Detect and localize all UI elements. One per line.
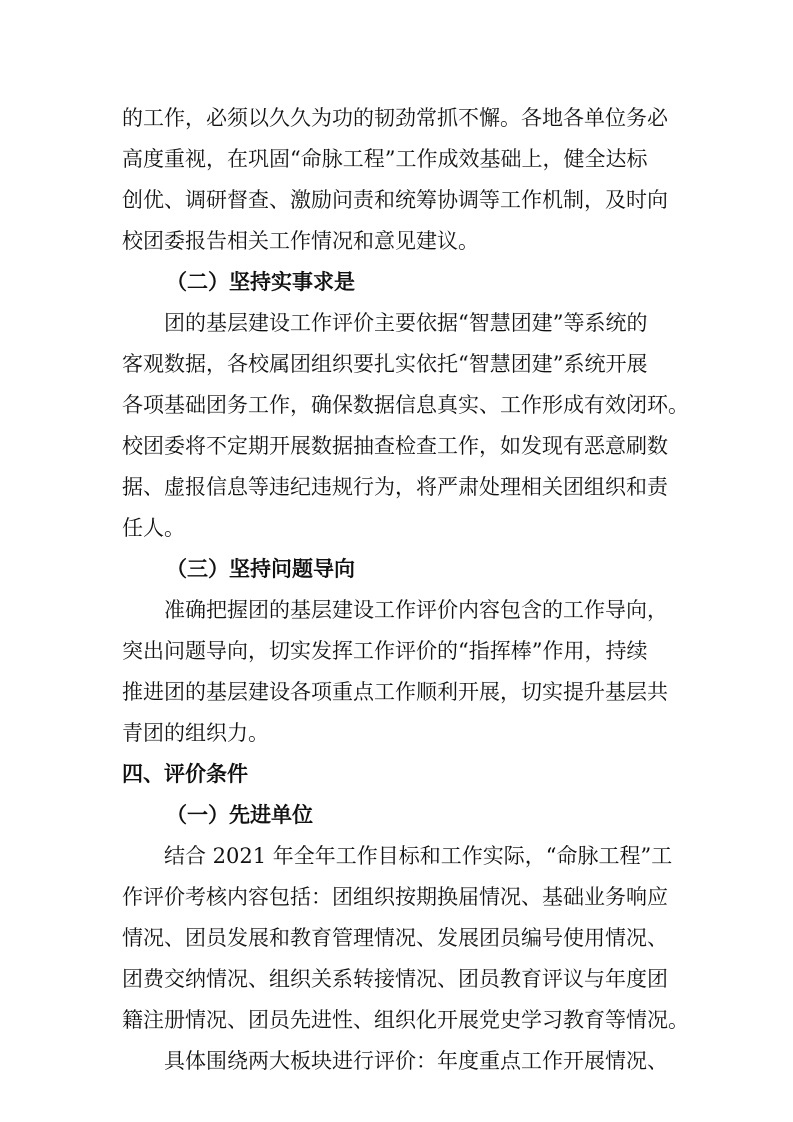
text-line: 籍注册情况、团员先进性、组织化开展党史学习教育等情况。 bbox=[122, 1008, 689, 1032]
text-line: 创优、调研督查、激励问责和统筹协调等工作机制，及时向 bbox=[122, 188, 668, 212]
section-heading: 四、评价条件 bbox=[122, 762, 248, 786]
text-line: 团的基层建设工作评价主要依据“智慧团建”等系统的 bbox=[164, 311, 648, 335]
text-line: 校团委报告相关工作情况和意见建议。 bbox=[122, 229, 479, 253]
text-line: 高度重视，在巩固“命脉工程”工作成效基础上，健全达标 bbox=[122, 147, 648, 171]
text-line: 具体围绕两大板块进行评价：年度重点工作开展情况、 bbox=[164, 1049, 668, 1073]
text-line: 突出问题导向，切实发挥工作评价的“指挥棒”作用，持续 bbox=[122, 639, 648, 663]
text-line: 青团的组织力。 bbox=[122, 721, 269, 745]
text-line: 客观数据，各校属团组织要扎实依托“智慧团建”系统开展 bbox=[122, 352, 648, 376]
text-line: 作评价考核内容包括：团组织按期换届情况、基础业务响应 bbox=[122, 885, 668, 909]
text-line: 的工作，必须以久久为功的韧劲常抓不懈。各地各单位务必 bbox=[122, 106, 668, 130]
text-line: 任人。 bbox=[122, 516, 185, 540]
subheading: （三）坚持问题导向 bbox=[166, 557, 355, 581]
text-line: 情况、团员发展和教育管理情况、发展团员编号使用情况、 bbox=[122, 926, 668, 950]
text-line: 团费交纳情况、组织关系转接情况、团员教育评议与年度团 bbox=[122, 967, 668, 991]
text-line: 据、虚报信息等违纪违规行为，将严肃处理相关团组织和责 bbox=[122, 475, 668, 499]
subheading: （二）坚持实事求是 bbox=[166, 270, 355, 294]
text-line: 准确把握团的基层建设工作评价内容包含的工作导向， bbox=[164, 598, 668, 622]
text-line: 结合 2021 年全年工作目标和工作实际，“命脉工程”工 bbox=[164, 844, 673, 868]
text-line: 各项基础团务工作，确保数据信息真实、工作形成有效闭环。 bbox=[122, 393, 689, 417]
text-line: 推进团的基层建设各项重点工作顺利开展，切实提升基层共 bbox=[122, 680, 668, 704]
text-line: 校团委将不定期开展数据抽查检查工作，如发现有恶意刷数 bbox=[122, 434, 668, 458]
subheading: （一）先进单位 bbox=[166, 803, 313, 827]
